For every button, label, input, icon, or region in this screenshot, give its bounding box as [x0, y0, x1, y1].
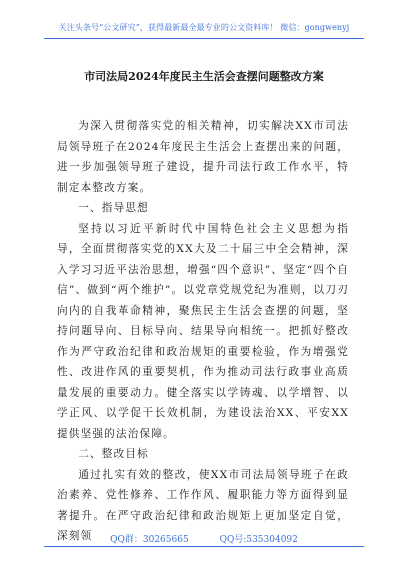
intro-paragraph: 为深入贯彻落实党的相关精神，切实解决XX市司法局领导班子在2024年度民主生活会上查摆出来的问题，进一步加强领导班子建设，提升司法行政工作水平，特制定本整改方案。 — [57, 120, 349, 194]
section-heading-guiding-ideology: 一、指导思想 — [78, 202, 149, 214]
section-heading-rectification-goals: 二、整改目标 — [78, 448, 149, 460]
guiding-ideology-paragraph: 坚持以习近平新时代中国特色社会主义思想为指导，全面贯彻落实党的XX大及二十届三中全会精神，深入学习习近平法治思想，增强“四个意识”、坚定“四个自信”、做到“两个维护”。以党章党规党纪为准则，以刀刃向内的自我革命精神，聚焦民主生活会查摆的问题，坚持问题导向、目标导向、结果导向相统一。把抓好整改作为严守政治纪律和政治规矩的重要检验，作为增强党性、改进作风的重要契机，作为推动司法行政事业高质量发展的重要动力。健全落实以学铸魂、以学增智、以学正风、以学促干长效机制，为建设法治XX、平安XX提供坚强的法治保障。 — [57, 222, 349, 440]
qq-number-label: QQ号:535304092 — [219, 535, 298, 545]
header-divider — [44, 38, 364, 39]
footer-divider — [44, 546, 364, 547]
document-title: 市司法局2024年度民主生活会查摆问题整改方案 — [84, 70, 324, 83]
header-banner: 关注头条号“公文研究”，获得最新最全最专业的公文资料库！ 微信：gongwenyj — [58, 23, 350, 32]
document-body — [57, 116, 349, 547]
footer-contact — [0, 532, 408, 545]
qq-group-label: QQ群：30265665 — [110, 535, 189, 545]
rectification-goals-paragraph: 通过扎实有效的整改，使XX市司法局领导班子在政治素养、党性修养、工作作风、履职能力等方面得到显著提升。在严守政治纪律和政治规矩上更加坚定自觉，深刻领 — [57, 468, 349, 542]
